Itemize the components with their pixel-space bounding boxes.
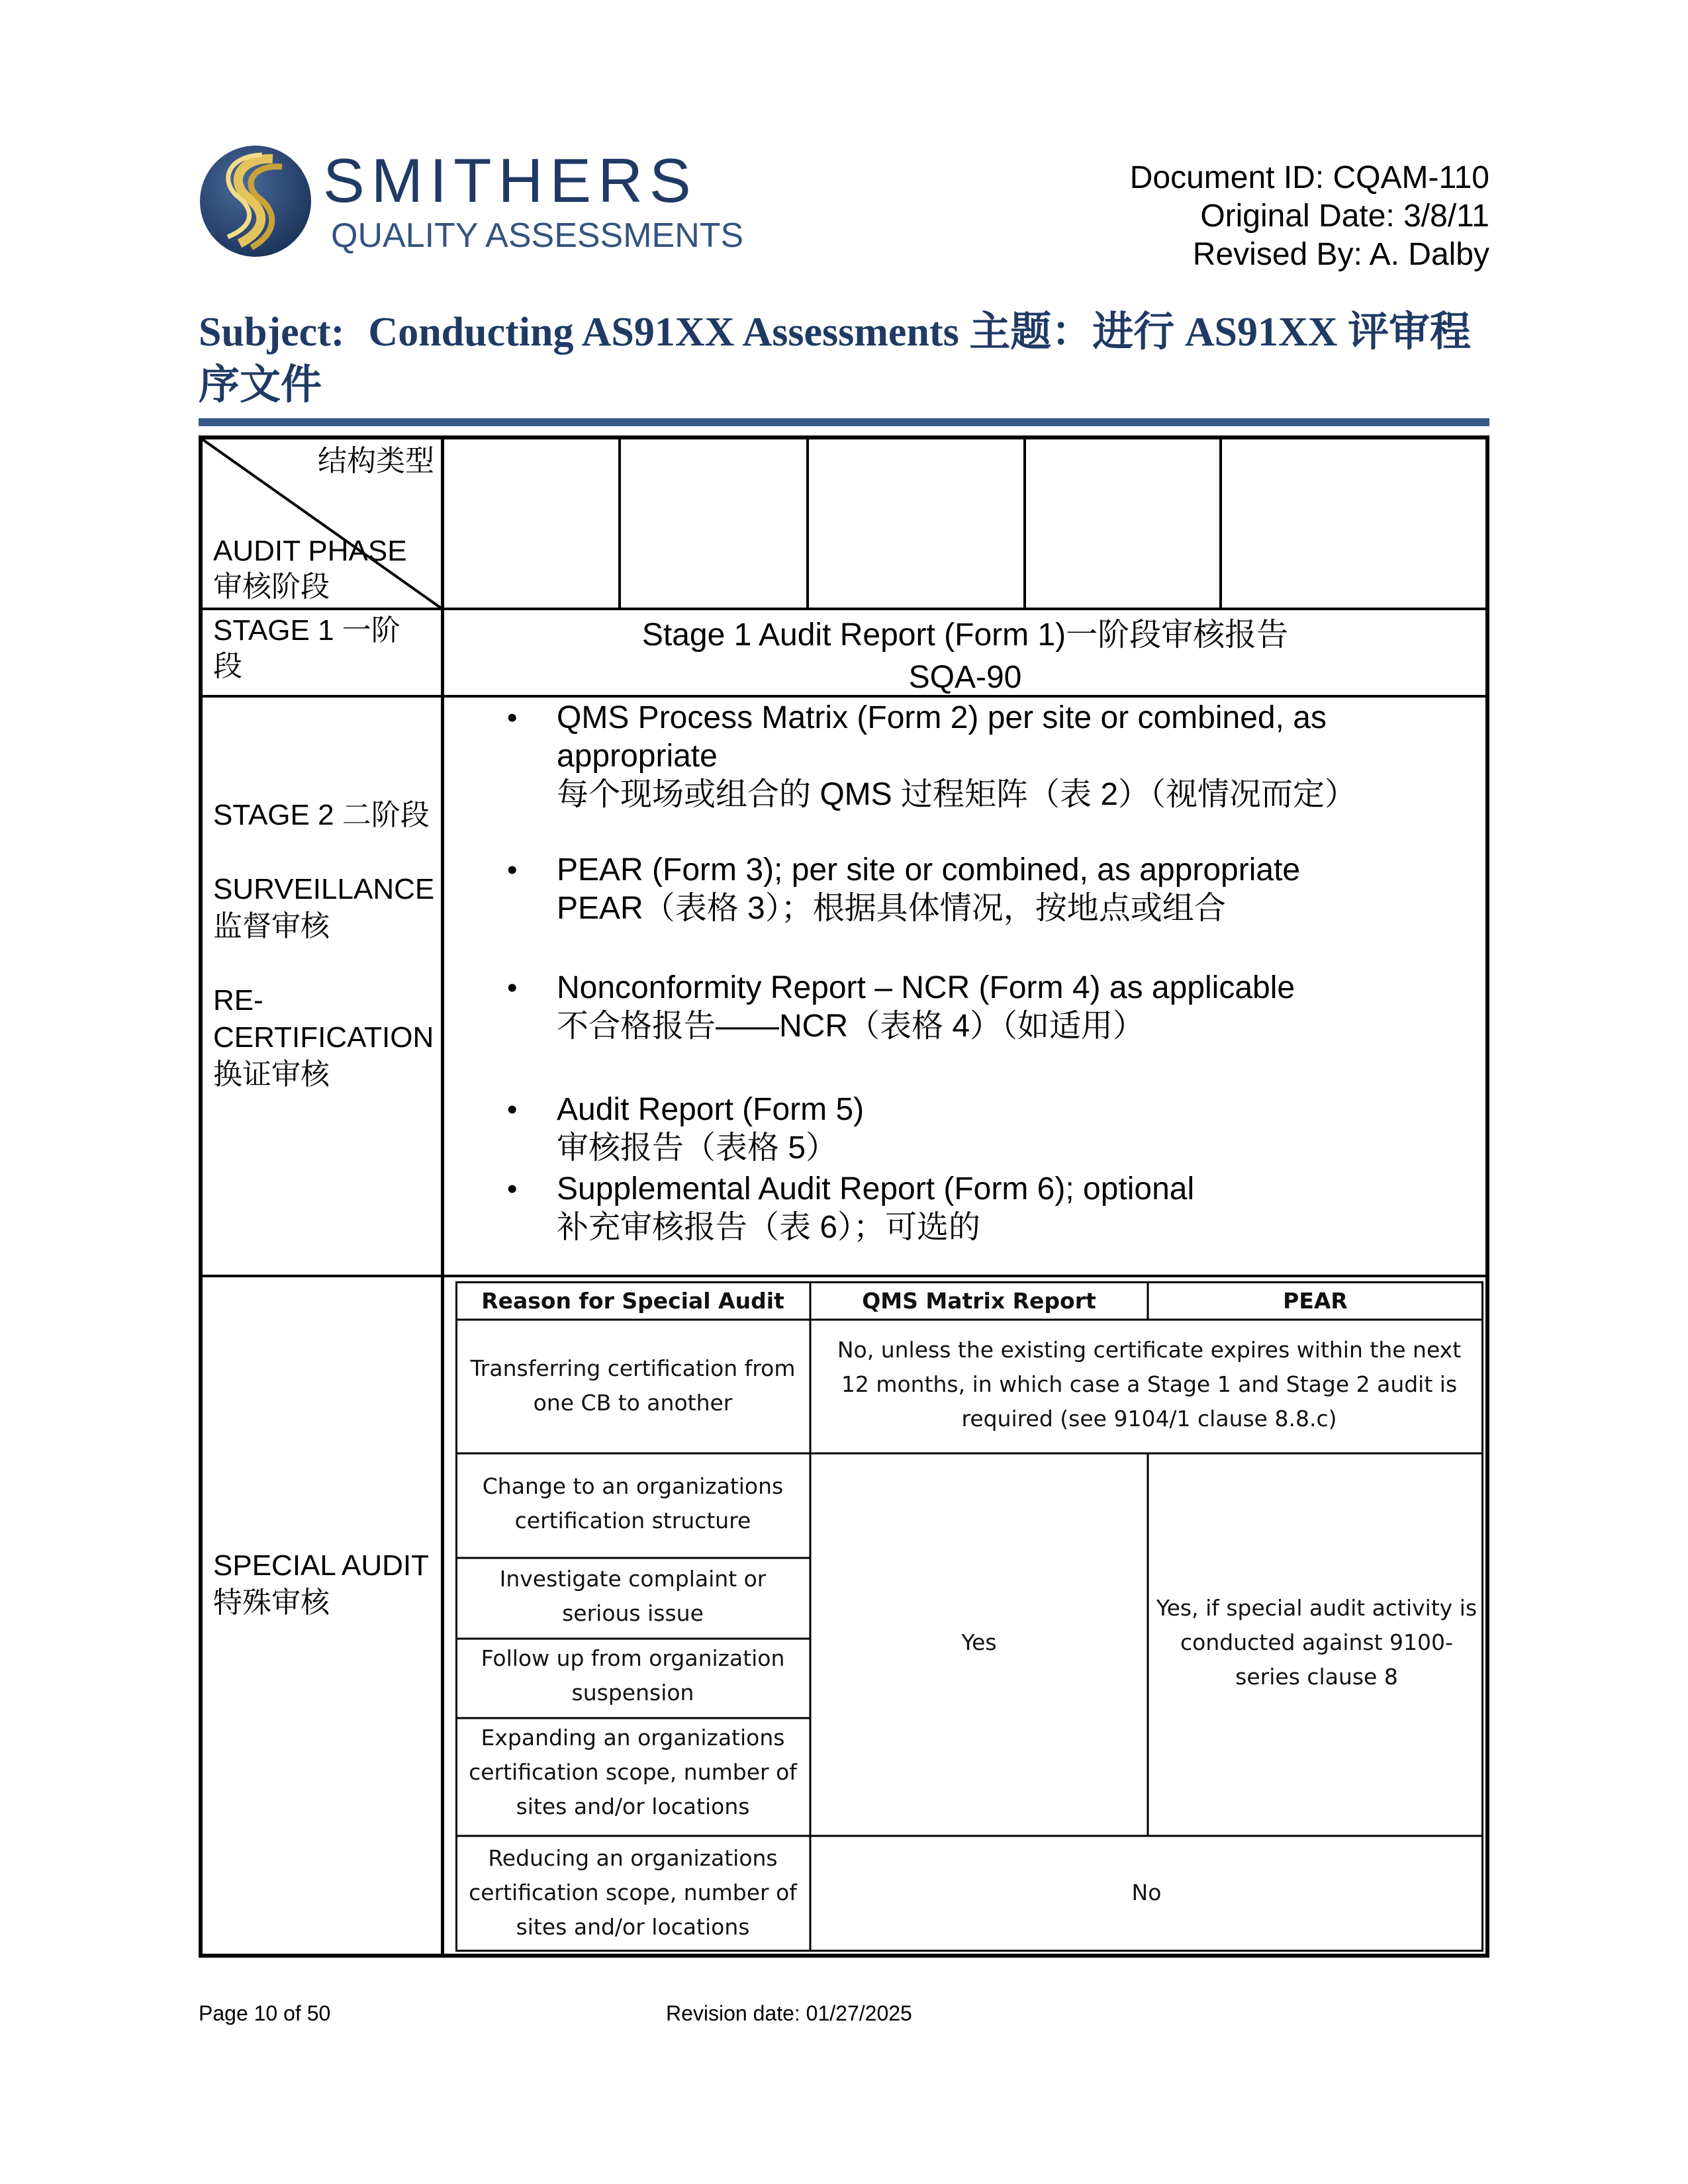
subject-heading	[199, 306, 1496, 412]
surveillance-label: SURVEILLANCE 监督审核	[213, 873, 435, 942]
revised-by: Revised By: A. Dalby	[1192, 237, 1489, 272]
pear-yes: Yes, if special audit activity is conducted against 9100-series clause 8	[1156, 1595, 1477, 1690]
recertification-label: RE-CERTIFICATION 换证审核	[213, 984, 434, 1091]
reason-investigate-complaint: Investigate complaint or serious issue	[499, 1566, 767, 1626]
stage1-label: STAGE 1 一阶段	[213, 614, 400, 682]
logo-brand-text: SMITHERS	[323, 146, 698, 215]
stage1-form-code: SQA-90	[908, 660, 1022, 695]
corner-bottom-label: AUDIT PHASE 审核阶段	[213, 535, 407, 603]
company-logo	[199, 144, 751, 263]
column-divider	[806, 439, 809, 609]
reason-transfer: Transferring certification from one CB to another	[470, 1355, 796, 1416]
corner-top-label: 结构类型	[318, 445, 434, 477]
list-item: • Supplemental Audit Report (Form 6); optional 补充审核报告（表 6）；可选的	[507, 1170, 1460, 1247]
stage2-labels	[213, 797, 435, 1093]
column-divider	[1023, 439, 1026, 609]
document-id: Document ID: CQAM-110	[1129, 160, 1489, 195]
column-divider	[618, 439, 621, 609]
stage1-report-text: Stage 1 Audit Report (Form 1)一阶段审核报告	[641, 617, 1289, 653]
reason-change-structure: Change to an organizations certification structure	[482, 1473, 784, 1533]
smithers-logo-icon	[199, 144, 312, 258]
audit-phase-table	[199, 435, 1489, 1958]
subject-text: Conducting AS91XX Assessments 主题：进行 AS91XX 评审程序文件	[199, 310, 1472, 408]
reason-reducing-scope: Reducing an organizations certification scope, number of sites and/or locations	[469, 1845, 797, 1940]
header-qms-matrix: QMS Matrix Report	[862, 1288, 1096, 1314]
reason-expanding-scope: Expanding an organizations certification scope, number of sites and/or locations	[469, 1725, 797, 1819]
reason-follow-up-suspension: Follow up from organization suspension	[481, 1645, 785, 1706]
special-audit-label: SPECIAL AUDIT 特殊审核	[213, 1549, 429, 1619]
header-divider	[199, 418, 1489, 426]
list-item: • Nonconformity Report – NCR (Form 4) as applicable 不合格报告——NCR（表格 4）（如适用）	[507, 969, 1460, 1046]
header-reason: Reason for Special Audit	[481, 1288, 784, 1314]
revision-date: Revision date: 01/27/2025	[666, 2001, 912, 2025]
page-number: Page 10 of 50	[199, 2001, 331, 2025]
column-divider	[441, 439, 444, 1954]
subject-label: Subject:	[199, 310, 345, 355]
stage2-label: STAGE 2 二阶段	[213, 799, 430, 831]
list-item: • PEAR (Form 3); per site or combined, as appropriate PEAR（表格 3）；根据具体情况，按地点或组合	[507, 851, 1460, 928]
logo-subtitle: QUALITY ASSESSMENTS	[331, 216, 744, 255]
original-date: Original Date: 3/8/11	[1200, 199, 1489, 234]
row-divider	[203, 1275, 1485, 1277]
reduce-answer: No	[1131, 1880, 1162, 1905]
qms-yes: Yes	[961, 1629, 997, 1655]
list-item: • Audit Report (Form 5) 审核报告（表格 5）	[507, 1091, 1460, 1167]
header-pear: PEAR	[1283, 1288, 1348, 1314]
transfer-answer: No, unless the existing certificate expires within the next 12 months, in which case a Stage 1 and Stage 2 audit is required (see 9104/1 clause 8.8.c)	[837, 1337, 1462, 1432]
list-item: • QMS Process Matrix (Form 2) per site or combined, as appropriate 每个现场或组合的 QMS 过程矩阵（表 2）（视情况而定）	[507, 699, 1460, 814]
special-audit-table	[455, 1281, 1483, 1962]
stage2-deliverables-list	[507, 699, 1460, 1247]
column-divider	[1219, 439, 1222, 609]
stage1-content	[445, 614, 1485, 699]
document-meta	[1130, 159, 1489, 274]
